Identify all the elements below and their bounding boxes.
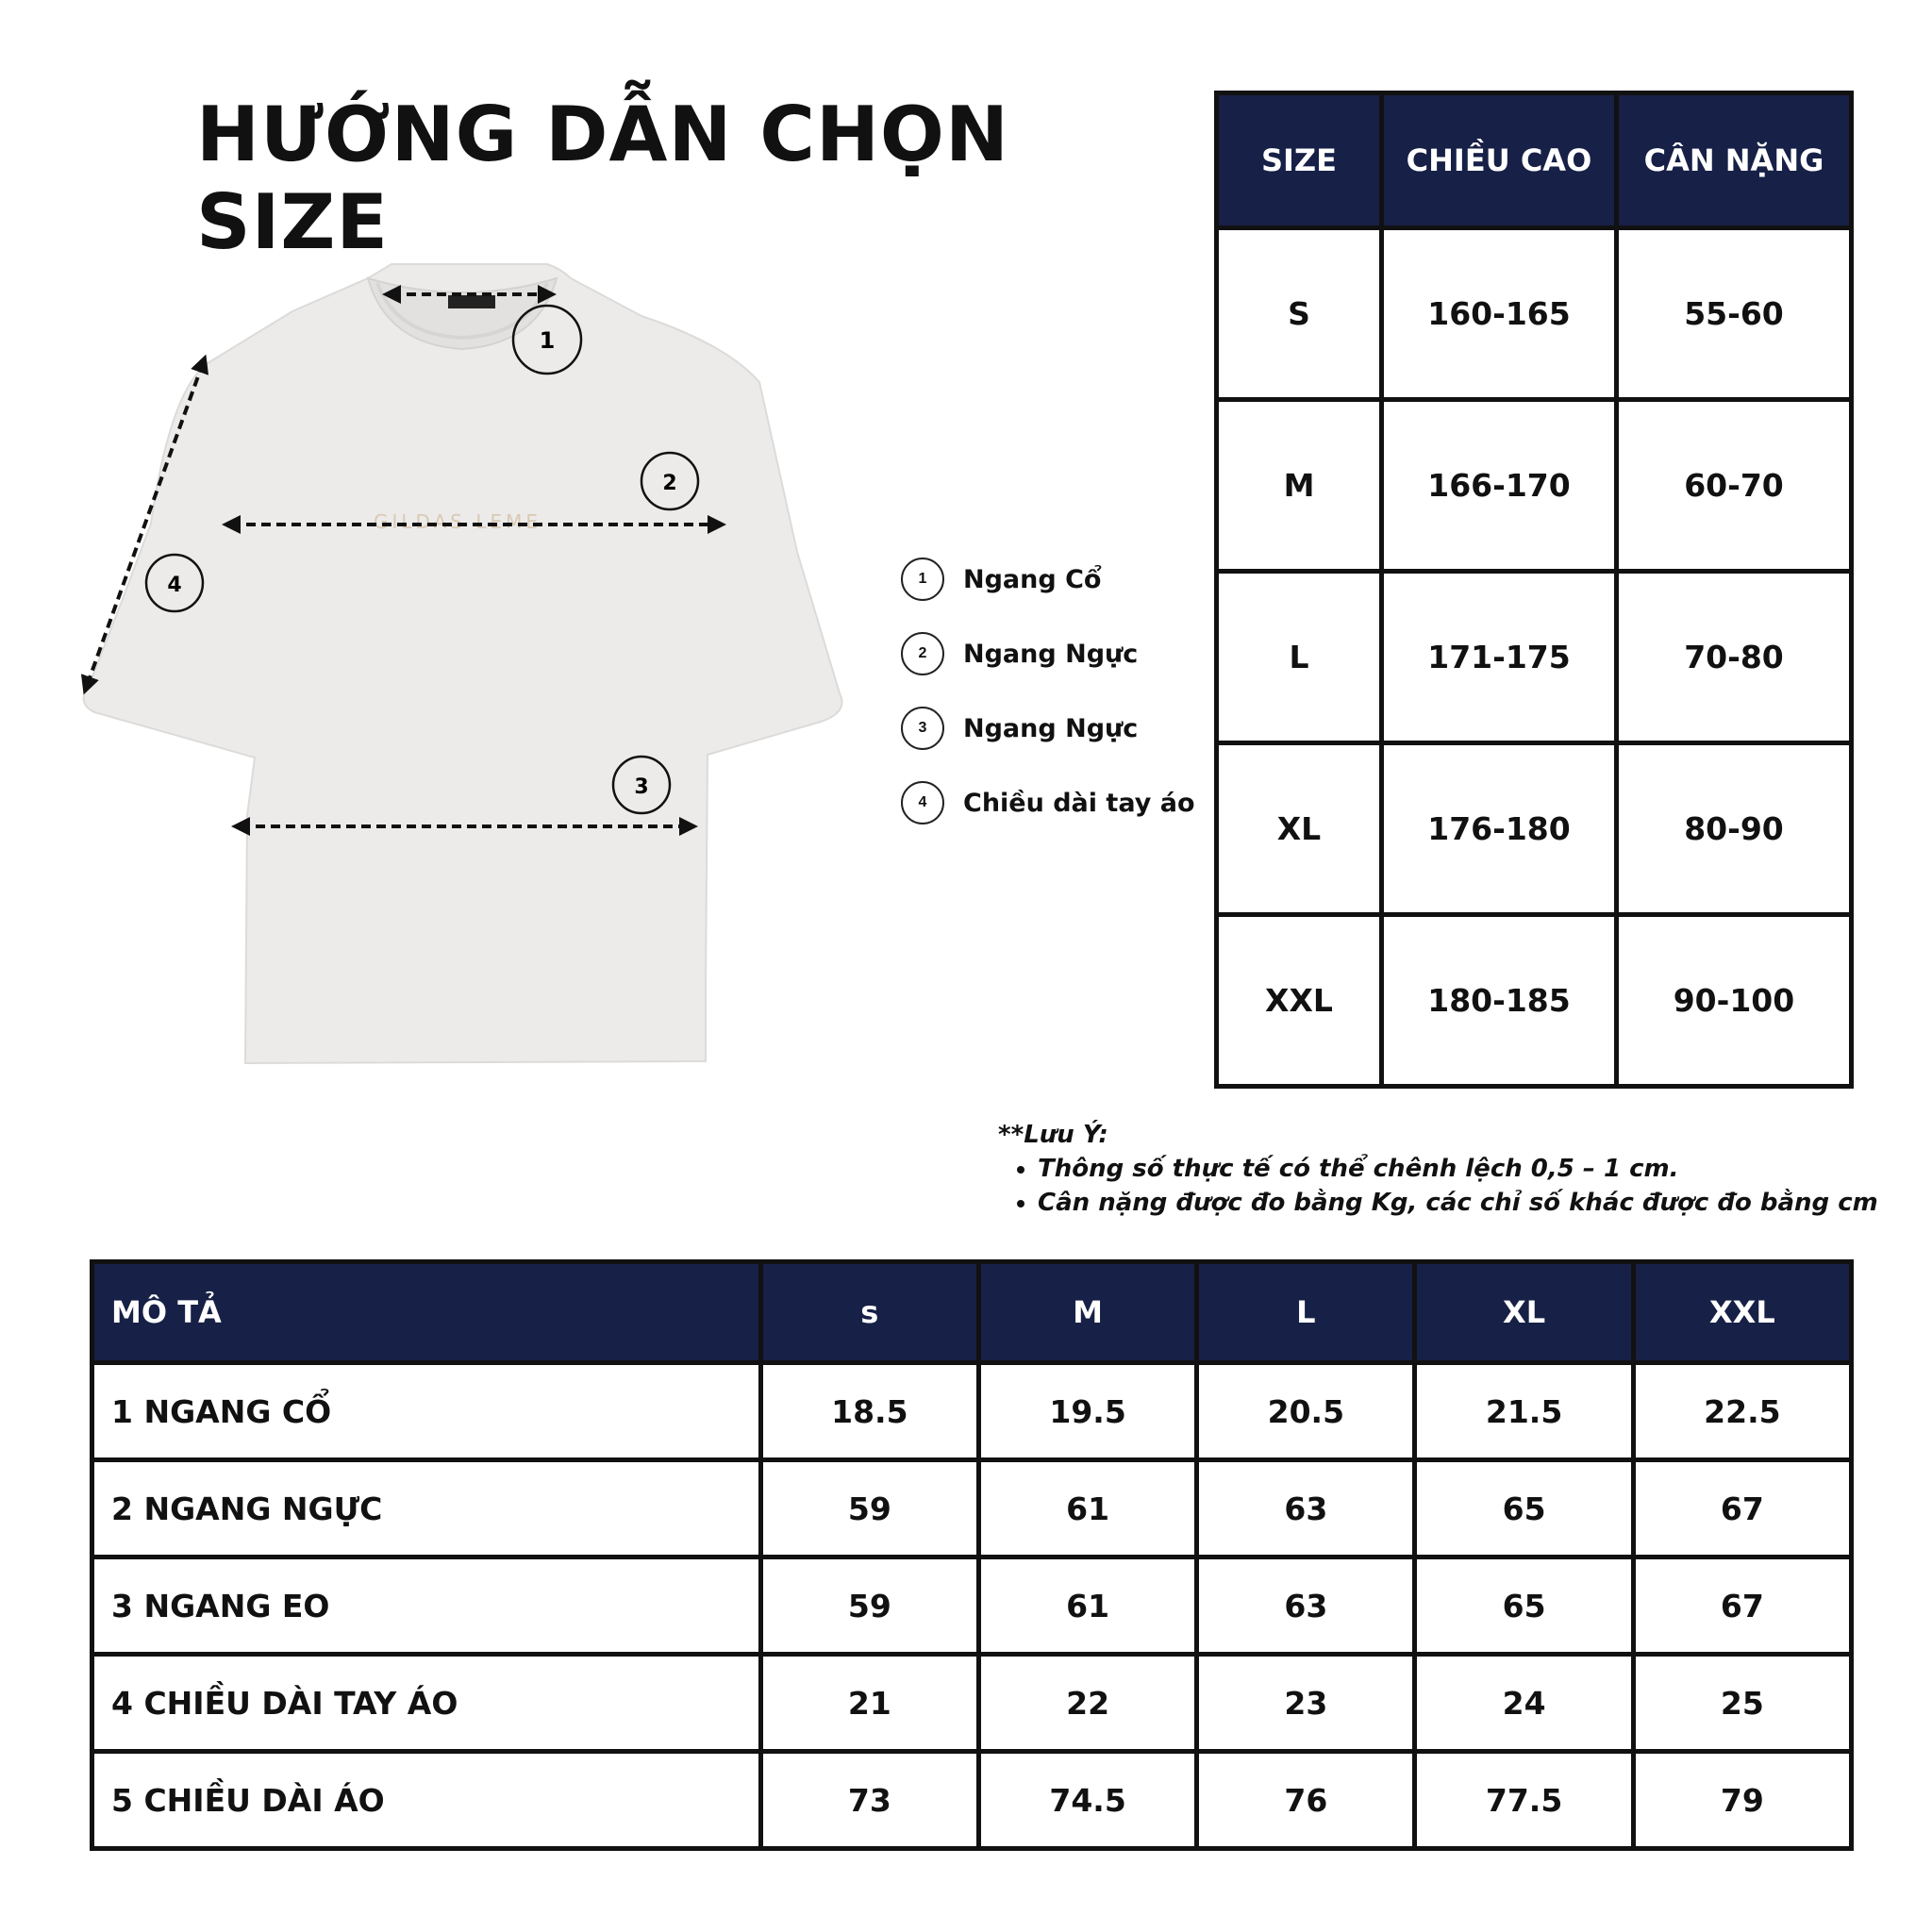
- size-cell: M: [1217, 400, 1382, 572]
- value-cell: 21.5: [1415, 1363, 1633, 1460]
- tshirt-illustration: [66, 241, 868, 1090]
- weight-cell: 60-70: [1616, 400, 1851, 572]
- legend-item: [901, 629, 1203, 678]
- note-item: • Thông số thực tế có thể chênh lệch 0,5 – 1 cm.: [1038, 1155, 1875, 1183]
- value-cell: 61: [978, 1557, 1196, 1655]
- notes-section: [998, 1121, 1878, 1223]
- svg-text:2: 2: [662, 472, 677, 495]
- value-cell: 24: [1415, 1655, 1633, 1752]
- value-cell: 22: [978, 1655, 1196, 1752]
- value-cell: 25: [1633, 1655, 1851, 1752]
- value-cell: 65: [1415, 1460, 1633, 1557]
- height-cell: 166-170: [1381, 400, 1616, 572]
- tshirt-svg: [66, 241, 868, 1090]
- notes-title: **Lưu Ý:: [998, 1121, 1108, 1149]
- header-size-xl: XL: [1415, 1262, 1633, 1363]
- value-cell: 18.5: [760, 1363, 978, 1460]
- header-description: MÔ TẢ: [92, 1262, 761, 1363]
- header-size-m: M: [978, 1262, 1196, 1363]
- legend-item: [901, 704, 1203, 753]
- page-title: HƯỚNG DẪN CHỌN SIZE: [196, 91, 1009, 266]
- size-cell: S: [1217, 228, 1382, 400]
- legend-label: Ngang Ngực: [963, 639, 1139, 669]
- weight-cell: 55-60: [1616, 228, 1851, 400]
- legend-number: 2: [901, 632, 944, 675]
- table-row: [1217, 915, 1852, 1087]
- description-cell: 4 CHIỀU DÀI TAY ÁO: [92, 1655, 761, 1752]
- legend-label: Ngang Ngực: [963, 713, 1139, 743]
- height-cell: 171-175: [1381, 572, 1616, 743]
- shirt-brand-text: GILDAS LEME: [374, 510, 541, 533]
- header-size: SIZE: [1217, 93, 1382, 228]
- size-table: [1214, 91, 1854, 1089]
- measure-header-row: [92, 1262, 1852, 1363]
- value-cell: 19.5: [978, 1363, 1196, 1460]
- value-cell: 63: [1197, 1460, 1415, 1557]
- header-size-s: s: [760, 1262, 978, 1363]
- table-row: [92, 1557, 1852, 1655]
- table-row: [92, 1752, 1852, 1849]
- description-cell: 2 NGANG NGỰC: [92, 1460, 761, 1557]
- table-row: [92, 1655, 1852, 1752]
- value-cell: 67: [1633, 1460, 1851, 1557]
- value-cell: 21: [760, 1655, 978, 1752]
- measurement-table: [90, 1259, 1854, 1851]
- header-size-xxl: XXL: [1633, 1262, 1851, 1363]
- legend-number: 3: [901, 707, 944, 750]
- value-cell: 79: [1633, 1752, 1851, 1849]
- size-cell: L: [1217, 572, 1382, 743]
- value-cell: 59: [760, 1460, 978, 1557]
- value-cell: 59: [760, 1557, 978, 1655]
- measurement-legend: [901, 555, 1203, 853]
- table-row: [1217, 572, 1852, 743]
- value-cell: 77.5: [1415, 1752, 1633, 1849]
- svg-text:4: 4: [167, 574, 182, 597]
- header-height: CHIỀU CAO: [1381, 93, 1616, 228]
- description-cell: 3 NGANG EO: [92, 1557, 761, 1655]
- value-cell: 74.5: [978, 1752, 1196, 1849]
- table-row: [92, 1460, 1852, 1557]
- weight-cell: 80-90: [1616, 743, 1851, 915]
- description-cell: 5 CHIỀU DÀI ÁO: [92, 1752, 761, 1849]
- header-weight: CÂN NẶNG: [1616, 93, 1851, 228]
- table-row: [92, 1363, 1852, 1460]
- value-cell: 73: [760, 1752, 978, 1849]
- note-item: • Cân nặng được đo bằng Kg, các chỉ số khác được đo bằng cm: [1038, 1189, 1875, 1217]
- value-cell: 20.5: [1197, 1363, 1415, 1460]
- legend-number: 4: [901, 781, 944, 824]
- size-cell: XL: [1217, 743, 1382, 915]
- header-size-l: L: [1197, 1262, 1415, 1363]
- notes-list: [998, 1155, 1878, 1217]
- table-row: [1217, 228, 1852, 400]
- legend-label: Ngang Cổ: [963, 564, 1102, 594]
- legend-number: 1: [901, 558, 944, 601]
- legend-item: [901, 778, 1203, 827]
- legend-label: Chiều dài tay áo: [963, 788, 1195, 818]
- value-cell: 22.5: [1633, 1363, 1851, 1460]
- size-table-header-row: [1217, 93, 1852, 228]
- height-cell: 180-185: [1381, 915, 1616, 1087]
- value-cell: 76: [1197, 1752, 1415, 1849]
- height-cell: 160-165: [1381, 228, 1616, 400]
- description-cell: 1 NGANG CỔ: [92, 1363, 761, 1460]
- svg-text:3: 3: [634, 775, 649, 799]
- weight-cell: 90-100: [1616, 915, 1851, 1087]
- size-cell: XXL: [1217, 915, 1382, 1087]
- weight-cell: 70-80: [1616, 572, 1851, 743]
- svg-text:1: 1: [539, 327, 556, 354]
- value-cell: 23: [1197, 1655, 1415, 1752]
- value-cell: 65: [1415, 1557, 1633, 1655]
- height-cell: 176-180: [1381, 743, 1616, 915]
- value-cell: 63: [1197, 1557, 1415, 1655]
- value-cell: 61: [978, 1460, 1196, 1557]
- value-cell: 67: [1633, 1557, 1851, 1655]
- legend-item: [901, 555, 1203, 604]
- table-row: [1217, 743, 1852, 915]
- table-row: [1217, 400, 1852, 572]
